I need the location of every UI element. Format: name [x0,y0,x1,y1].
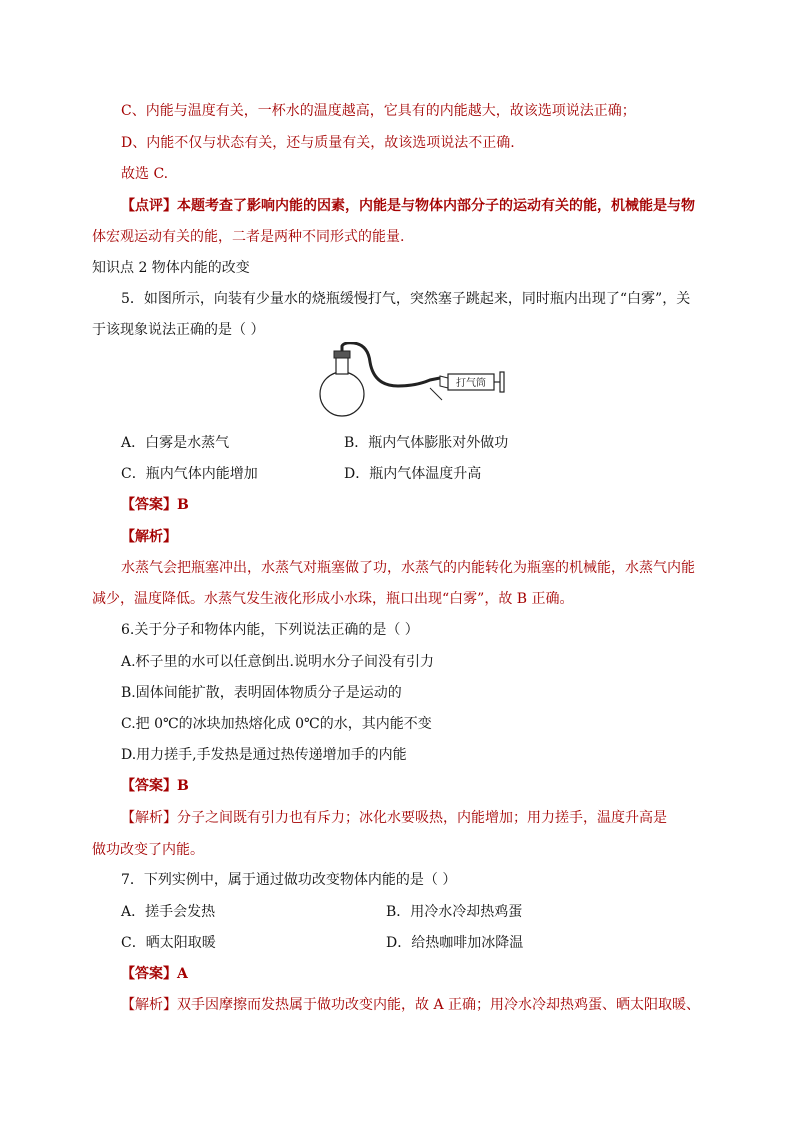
section-heading: 知识点 2 物体内能的改变 [92,260,250,276]
question-text: 6.关于分子和物体内能，下列说法正确的是（ ） [121,622,419,638]
tube-icon [342,343,440,386]
answer-label: 【答案】A [121,966,188,982]
option-c: C.把 0℃的冰块加热熔化成 0℃的水，其内能不变 [121,716,432,732]
pump-handle [500,372,504,392]
analysis-label: 【解析】 [121,529,177,545]
option-c: C．晒太阳取暖 [121,935,216,951]
option-a: A.杯子里的水可以任意倒出.说明水分子间没有引力 [121,654,435,670]
option-d: D．给热咖啡加冰降温 [386,935,524,951]
comment-line: 【点评】本题考查了影响内能的因素，内能是与物体内部分子的运动有关的能，机械能是与物 [121,198,695,214]
question-text: 于该现象说法正确的是（ ） [92,322,265,338]
text-line: 故选 C. [121,166,169,182]
analysis-text: 【解析】双手因摩擦而发热属于做功改变内能，故 A 正确；用冷水冷却热鸡蛋、晒太阳取暖、 [121,997,701,1013]
option-b: B．用冷水冷却热鸡蛋 [386,904,523,920]
text-line: D、内能不仅与状态有关，还与质量有关，故该选项说法不正确. [121,135,515,151]
answer-label: 【答案】B [121,497,189,513]
stopper-icon [334,351,350,358]
analysis-text: 【解析】分子之间既有引力也有斥力；冰化水要吸热，内能增加；用力搓手，温度升高是 [121,810,667,826]
option-c: C．瓶内气体内能增加 [121,466,258,482]
question-text: 7．下列实例中，属于通过做功改变物体内能的是（ ） [121,872,457,888]
option-d: D.用力搓手,手发热是通过热传递增加手的内能 [121,747,407,763]
option-a: A．搓手会发热 [121,904,216,920]
analysis-text: 减少，温度降低。水蒸气发生液化形成小水珠，瓶口出现“白雾”，故 B 正确。 [92,591,574,607]
analysis-text: 水蒸气会把瓶塞冲出，水蒸气对瓶塞做了功，水蒸气的内能转化为瓶塞的机械能，水蒸气内能 [121,560,695,576]
answer-label: 【答案】B [121,778,189,794]
text-line [121,196,695,216]
pump-nozzle [440,376,448,388]
flask-icon [320,372,364,416]
text-line: 体宏观运动有关的能，二者是两种不同形式的能量. [92,229,405,245]
flask-pump-figure [318,342,508,426]
option-d: D．瓶内气体温度升高 [344,466,482,482]
flask-pump-svg [318,342,508,426]
option-a: A．白雾是水蒸气 [121,435,230,451]
option-b: B．瓶内气体膨胀对外做功 [344,435,509,451]
analysis-text: 做功改变了内能。 [92,842,204,858]
text-line: C、内能与温度有关，一杯水的温度越高，它具有的内能越大，故该选项说法正确； [121,103,636,119]
option-b: B.固体间能扩散，表明固体物质分子是运动的 [121,685,402,701]
flask-neck [336,356,348,374]
pump-stand [430,388,442,400]
pump-label: 打气筒 [456,378,486,389]
question-text: 5．如图所示，向装有少量水的烧瓶缓慢打气，突然塞子跳起来，同时瓶内出现了“白雾”，关 [121,291,691,307]
